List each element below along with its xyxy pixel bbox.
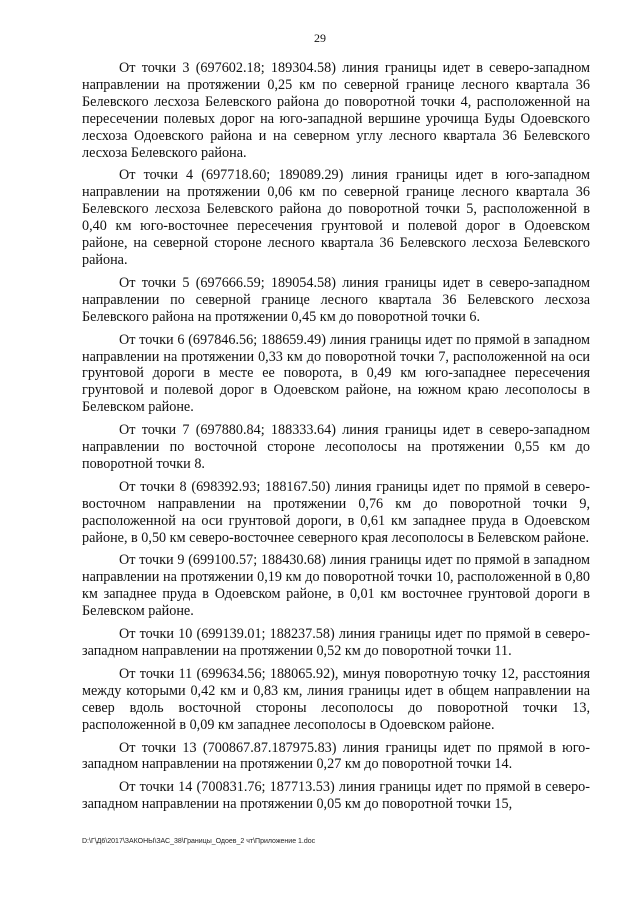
paragraph-point-9: От точки 9 (699100.57; 188430.68) линия границы идет по прямой в западном направлении на протяжении 0,19 км до поворотной точки 10, расположенной в 0,80 км западнее пруда в Одоевском районе, в 0,01 км восточнее грунтовой дороги в Белевском районе. <box>82 552 590 620</box>
paragraph-point-10: От точки 10 (699139.01; 188237.58) линия границы идет по прямой в северо-западном направлении на протяжении 0,52 км до поворотной точки 11. <box>82 626 590 659</box>
paragraph-point-14: От точки 14 (700831.76; 187713.53) линия границы идет по прямой в северо-западном направлении на протяжении 0,05 км до поворотной точки 15, <box>82 779 590 813</box>
paragraph-point-5: От точки 5 (697666.59; 189054.58) линия границы идет в северо-западном направлении по северной границе лесного квартала 36 Белевского лесхоза Белевского района на протяжении 0,45 км до поворотной точки 6. <box>82 274 590 325</box>
paragraph-point-13: От точки 13 (700867.87.187975.83) линия границы идет по прямой в юго-западном направлении на протяжении 0,27 км до поворотной точки 14. <box>82 739 590 773</box>
paragraph-point-7: От точки 7 (697880.84; 188333.64) линия границы идет в северо-западном направлении по восточной стороне лесополосы на протяжении 0,55 км до поворотной точки 8. <box>82 422 590 472</box>
footer-file-path: D:\Г\Д6\2017\ЗАКОНЫ\ЗАС_38\Границы_Одоев_2 чт\Приложение 1.doc <box>82 838 316 845</box>
paragraph-point-3: От точки 3 (697602.18; 189304.58) линия границы идет в северо-западном направлении на протяжении 0,25 км по северной границе лесного квартала 36 Белевского лесхоза Белевского района до поворотной точки 4, расположенной на пересечении полевых дорог на юго-западной вершине урочища Буды Одоевского лесхоза Одоевского района и на северном углу лесного квартала 36 Белевского лесхоза Белевского района. <box>82 60 590 161</box>
paragraph-point-4: От точки 4 (697718.60; 189089.29) линия границы идет в юго-западном направлении на протяжении 0,06 км по северной границе лесного квартала 36 Белевского лесхоза Белевского района до поворотной точки 5, расположенной в 0,40 км юго-восточнее пересечения грунтовой и полевой дорог в Одоевском районе, на северной стороне лесного квартала 36 Белевского лесхоза Белевского района. <box>82 167 590 268</box>
document-body <box>82 60 590 819</box>
paragraph-point-11: От точки 11 (699634.56; 188065.92), минуя поворотную точку 12, расстояния между которыми 0,42 км и 0,83 км, линия границы идет в общем направлении на север вдоль восточной стороны лесополосы до поворотной точки 13, расположенной в 0,09 км западнее лесополосы в Одоевском районе. <box>82 665 590 733</box>
page-number: 29 <box>314 31 326 45</box>
paragraph-point-8: От точки 8 (698392.93; 188167.50) линия границы идет по прямой в северо-восточном направлении на протяжении 0,76 км до поворотной точки 9, расположенной на оси грунтовой дороги, в 0,61 км западнее пруда в Одоевском районе, в 0,50 км северо-восточнее северного края лесополосы в Белевском районе. <box>82 478 590 546</box>
paragraph-point-6: От точки 6 (697846.56; 188659.49) линия границы идет по прямой в западном направлении на протяжении 0,33 км до поворотной точки 7, расположенной на оси грунтовой дороги в месте ее поворота, в 0,49 км юго-западнее пересечения грунтовой и полевой дорог в Одоевском районе, на южном краю лесополосы в Белевском районе. <box>82 331 590 416</box>
